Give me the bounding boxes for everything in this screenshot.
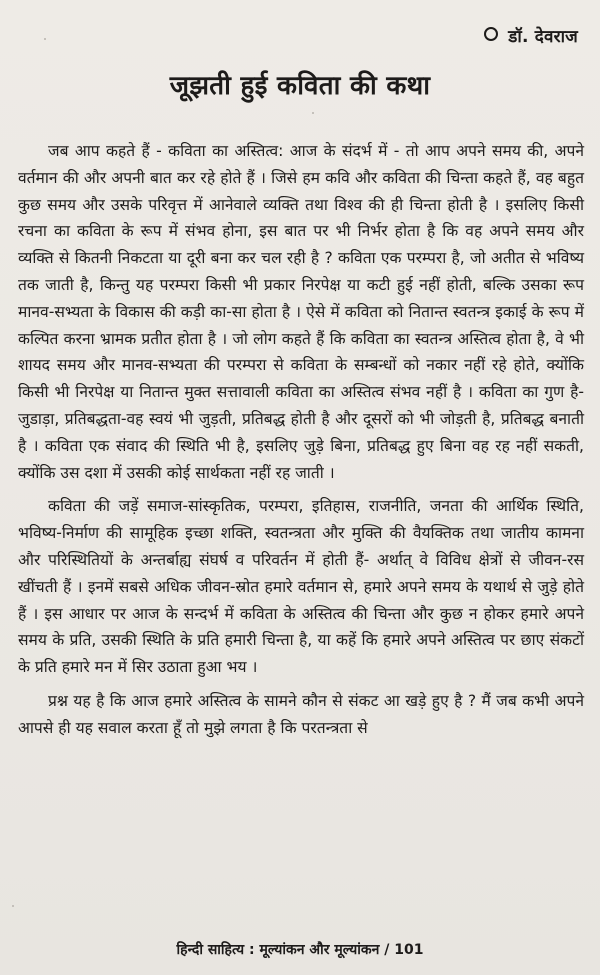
author-name: डॉ. देवराज [508, 27, 578, 47]
paper-speck [312, 112, 314, 114]
paper-speck [44, 38, 46, 40]
paragraph-3: प्रश्न यह है कि आज हमारे अस्तित्व के सामने कौन से संकट आ खड़े हुए है ? मैं जब कभी अपने आपसे ही यह सवाल करता हूँ तो मुझे लगता है कि परतन्त्रता से [18, 691, 584, 737]
chapter-title: जूझती हुई कविता की कथा [169, 71, 431, 101]
running-header [484, 24, 578, 47]
paper-speck [12, 905, 14, 907]
body-text [18, 138, 584, 749]
paragraph-1: जब आप कहते हैं - कविता का अस्तित्व: आज के संदर्भ में - तो आप अपने समय की, अपने वर्तमान की और अपनी बात कर रहे होते हैं । जिसे हम कवि और कविता की चिन्ता कहते हैं, वह बहुत कुछ समय और उसके परिवृत्त में आनेवाले व्यक्ति तथा विश्व की ही चिन्ता होती है । इसलिए किसी रचना का कविता के रूप में संभव होना, इस बात पर भी निर्भर होता है कि वह अपने समय और व्यक्ति से कितनी निकटता या दूरी बना कर चल रही है ? कविता एक परम्परा है, जो अतीत से भविष्य तक जाती है, किन्तु यह परम्परा किसी भी प्रकार निरपेक्ष या कटी हुई नहीं होती, बल्कि उसका रूप मानव-सभ्यता के विकास की कड़ी का-सा होता है । ऐसे में कविता को नितान्त स्वतन्त्र इकाई के रूप में कल्पित करना भ्रामक प्रतीत होता है । जो लोग कहते हैं कि कविता का स्वतन्त्र अस्तित्व होता है, वे भी शायद समय और मानव-सभ्यता की परम्परा से कविता के सम्बन्धों को नकार नहीं रहे होते, क्योंकि किसी भी निरपेक्ष या नितान्त मुक्त सत्तावाली कविता का अस्तित्व संभव नहीं है । कविता का गुण है- जुडाड़ा, प्रतिबद्धता-वह स्वयं भी जुड़ती, प्रतिबद्ध होती है और दूसरों को भी जोड़ती है, प्रतिबद्ध बनाती है । कविता एक संवाद की स्थिति भी है, इसलिए जुड़े बिना, प्रतिबद्ध हुए बिना वह रह नहीं सकती, क्योंकि उस दशा में उसकी कोई सार्थकता नहीं रह जाती । [18, 142, 584, 482]
page-footer: हिन्दी साहित्य : मूल्यांकन और मूल्यांकन / 101 [176, 942, 424, 958]
circle-bullet-icon [484, 27, 498, 41]
paragraph-2: कविता की जड़ें समाज-सांस्कृतिक, परम्परा, इतिहास, राजनीति, जनता की आर्थिक स्थिति, भविष्य-निर्माण की सामूहिक इच्छा शक्ति, स्वतन्त्रता और मुक्ति की वैयक्तिक तथा जातीय कामना और परिस्थितियों के अन्तर्बाह्य संघर्ष व परिवर्तन में होती हैं- अर्थात् वे विविध क्षेत्रों से जीवन-रस खींचती हैं । इनमें सबसे अधिक जीवन-स्रोत हमारे वर्तमान से, हमारे अपने समय के यथार्थ से जुड़े होते हैं । इस आधार पर आज के सन्दर्भ में कविता के अस्तित्व की चिन्ता और कुछ न होकर हमारे अपने समय के प्रति, उसकी स्थिति के प्रति हमारी चिन्ता है, या कहें कि हमारे अपने अस्तित्व पर छाए संकटों के प्रति हमारे मन में सिर उठाता हुआ भय । [18, 497, 584, 677]
